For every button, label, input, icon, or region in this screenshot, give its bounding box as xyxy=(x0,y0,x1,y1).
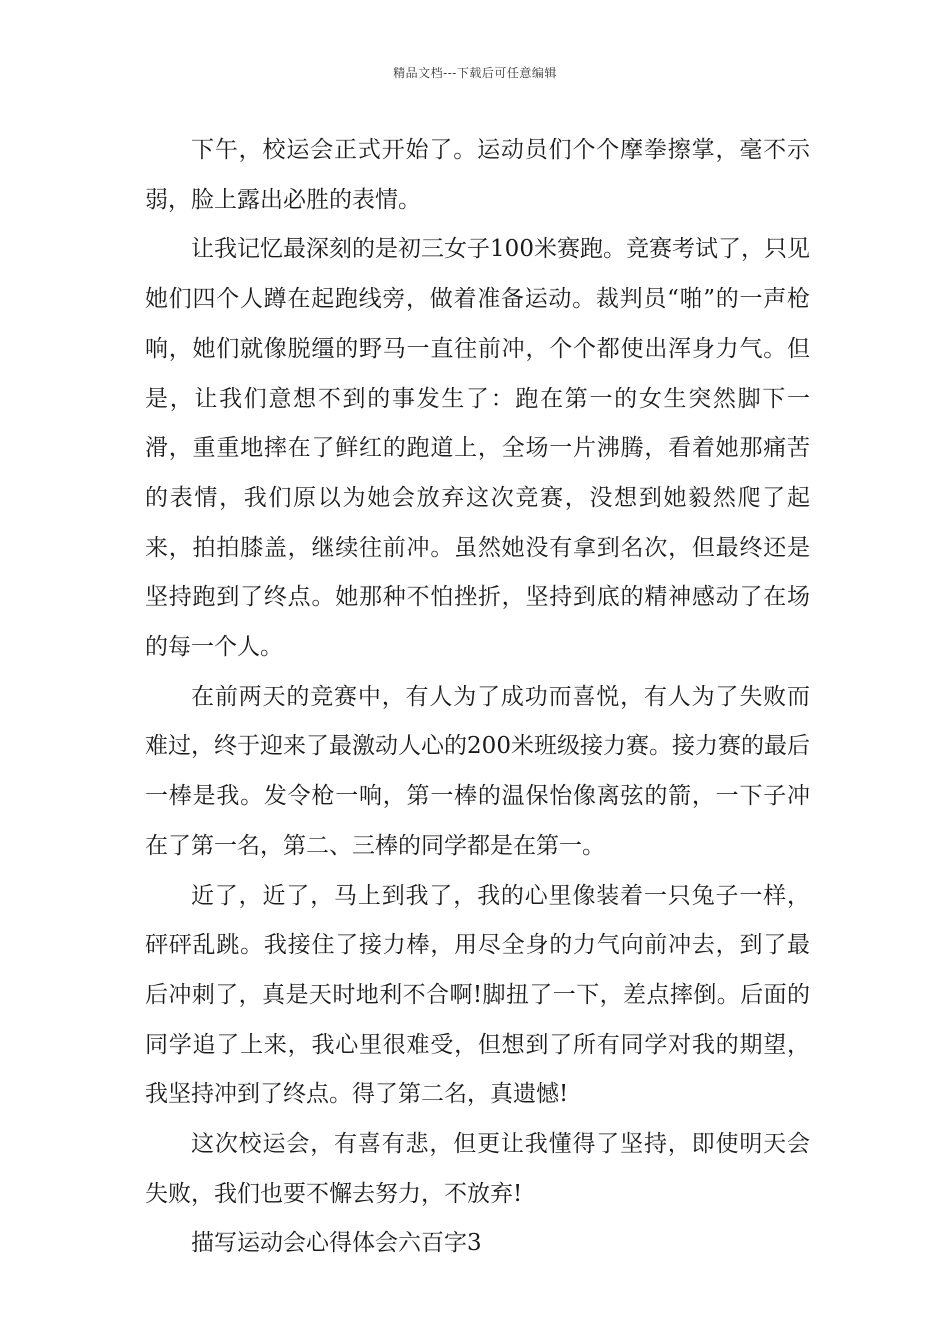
paragraph-1: 下午，校运会正式开始了。运动员们个个摩拳擦掌，毫不示弱，脸上露出必胜的表情。 xyxy=(145,137,810,213)
paragraph-4: 近了，近了，马上到我了，我的心里像装着一只兔子一样，砰砰乱跳。我接住了接力棒，用尽全身的力气向前冲去，到了最后冲刺了，真是天时地利不合啊!脚扭了一下，差点摔倒。后面的同学追了上来，我心里很难受，但想到了所有同学对我的期望，我坚持冲到了终点。得了第二名，真遗憾! xyxy=(145,882,810,1108)
page-header: 精品文档---下载后可任意编辑 xyxy=(393,66,557,80)
paragraph-5: 这次校运会，有喜有悲，但更让我懂得了坚持，即使明天会失败，我们也要不懈去努力，不放弃! xyxy=(145,1131,810,1207)
paragraph-3: 在前两天的竞赛中，有人为了成功而喜悦，有人为了失败而难过，终于迎来了最激动人心的200米班级接力赛。接力赛的最后一棒是我。发令枪一响，第一棒的温保怡像离弦的箭，一下子冲在了第一名，第二、三棒的同学都是在第一。 xyxy=(145,683,810,859)
section-heading: 描写运动会心得体会六百字3 xyxy=(191,1230,482,1257)
paragraph-2: 让我记忆最深刻的是初三女子100米赛跑。竞赛考试了，只见她们四个人蹲在起跑线旁，做着准备运动。裁判员“啪”的一声枪响，她们就像脱缰的野马一直往前冲，个个都使出浑身力气。但是，让我们意想不到的事发生了：跑在第一的女生突然脚下一滑，重重地摔在了鲜红的跑道上，全场一片沸腾，看着她那痛苦的表情，我们原以为她会放弃这次竞赛，没想到她毅然爬了起来，拍拍膝盖，继续往前冲。虽然她没有拿到名次，但最终还是坚持跑到了终点。她那种不怕挫折，坚持到底的精神感动了在场的每一个人。 xyxy=(145,236,810,661)
document-body xyxy=(145,126,810,1269)
